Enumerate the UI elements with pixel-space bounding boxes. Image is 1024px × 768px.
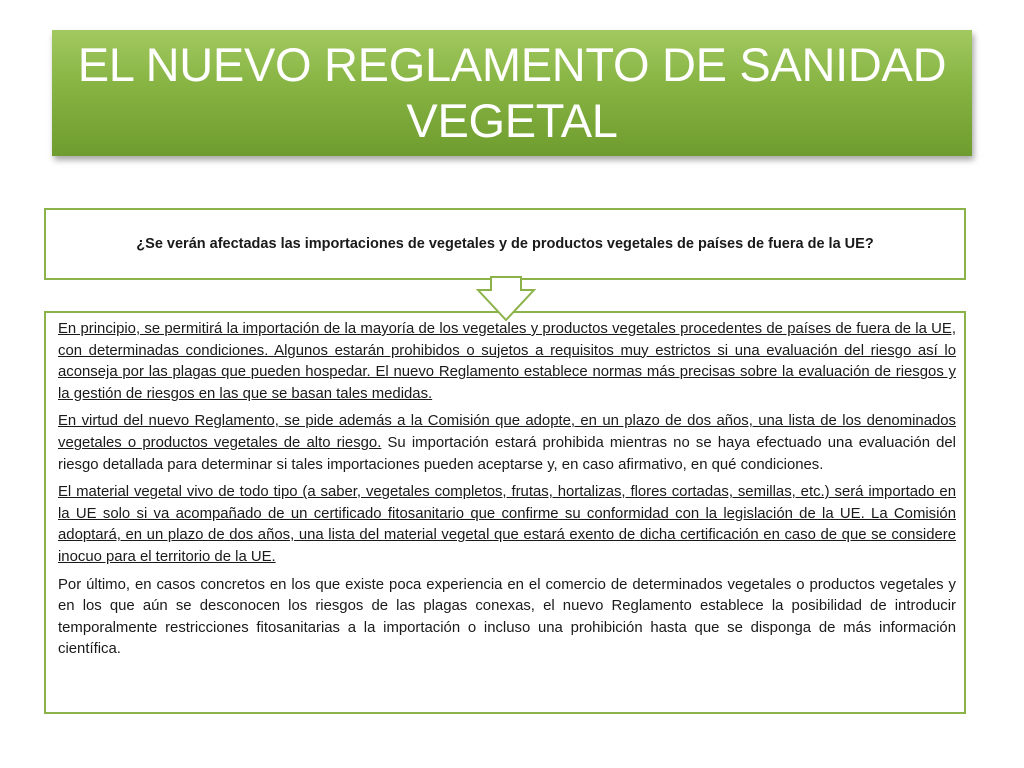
answer-box [44,311,966,714]
question-text: ¿Se verán afectadas las importaciones de vegetales y de productos vegetales de países de fuera de la UE? [136,236,874,252]
answer-text [58,319,956,667]
paragraph-4 [58,575,956,661]
paragraph-1 [58,319,956,405]
paragraph-2-underlined: En virtud del nuevo Reglamento, se pide además a la Comisión que adopte, en un plazo de dos años, una lista de los denominados vegetales o productos vegetales de alto riesgo. [58,413,956,451]
question-box [44,208,966,280]
down-arrow-icon [470,276,542,322]
paragraph-3 [58,482,956,568]
paragraph-1-underlined: En principio, se permitirá la importación de la mayoría de los vegetales y productos vegetales procedentes de países de fuera de la UE, con determinadas condiciones. Algunos estarán prohibidos o sujetos a requisitos muy estrictos si una evaluación del riesgo así lo aconseja por las plagas que pueden hospedar. El nuevo Reglamento establece normas más precisas sobre la evaluación de riesgos y la gestión de riesgos en las que se basan tales medidas. [58,321,956,402]
paragraph-4-plain: Por último, en casos concretos en los que existe poca experiencia en el comercio de determinados vegetales o productos vegetales y en los que aún se desconocen los riesgos de las plagas conexas, el nuevo Reglamento establece la posibilidad de introducir temporalmente restricciones fitosanitarias a la importación o incluso una prohibición hasta que se disponga de más información científica. [58,576,956,658]
paragraph-3-underlined: El material vegetal vivo de todo tipo (a saber, vegetales completos, frutas, hortalizas, flores cortadas, semillas, etc.) será importado en la UE solo si va acompañado de un certificado fitosanitario que confirme su conformidad con la legislación de la UE. La Comisión adoptará, en un plazo de dos años, una lista del material vegetal que estará exento de dicha certificación en caso de que se considere inocuo para el territorio de la UE. [58,484,956,565]
paragraph-2 [58,411,956,476]
paragraph-2-plain: Su importación estará prohibida mientras no se haya efectuado una evaluación del riesgo detallada para determinar si tales importaciones pueden aceptarse y, en caso afirmativo, en qué condiciones. [58,434,956,473]
slide-title: EL NUEVO REGLAMENTO DE SANIDAD VEGETAL [77,38,947,147]
title-banner [52,30,972,156]
